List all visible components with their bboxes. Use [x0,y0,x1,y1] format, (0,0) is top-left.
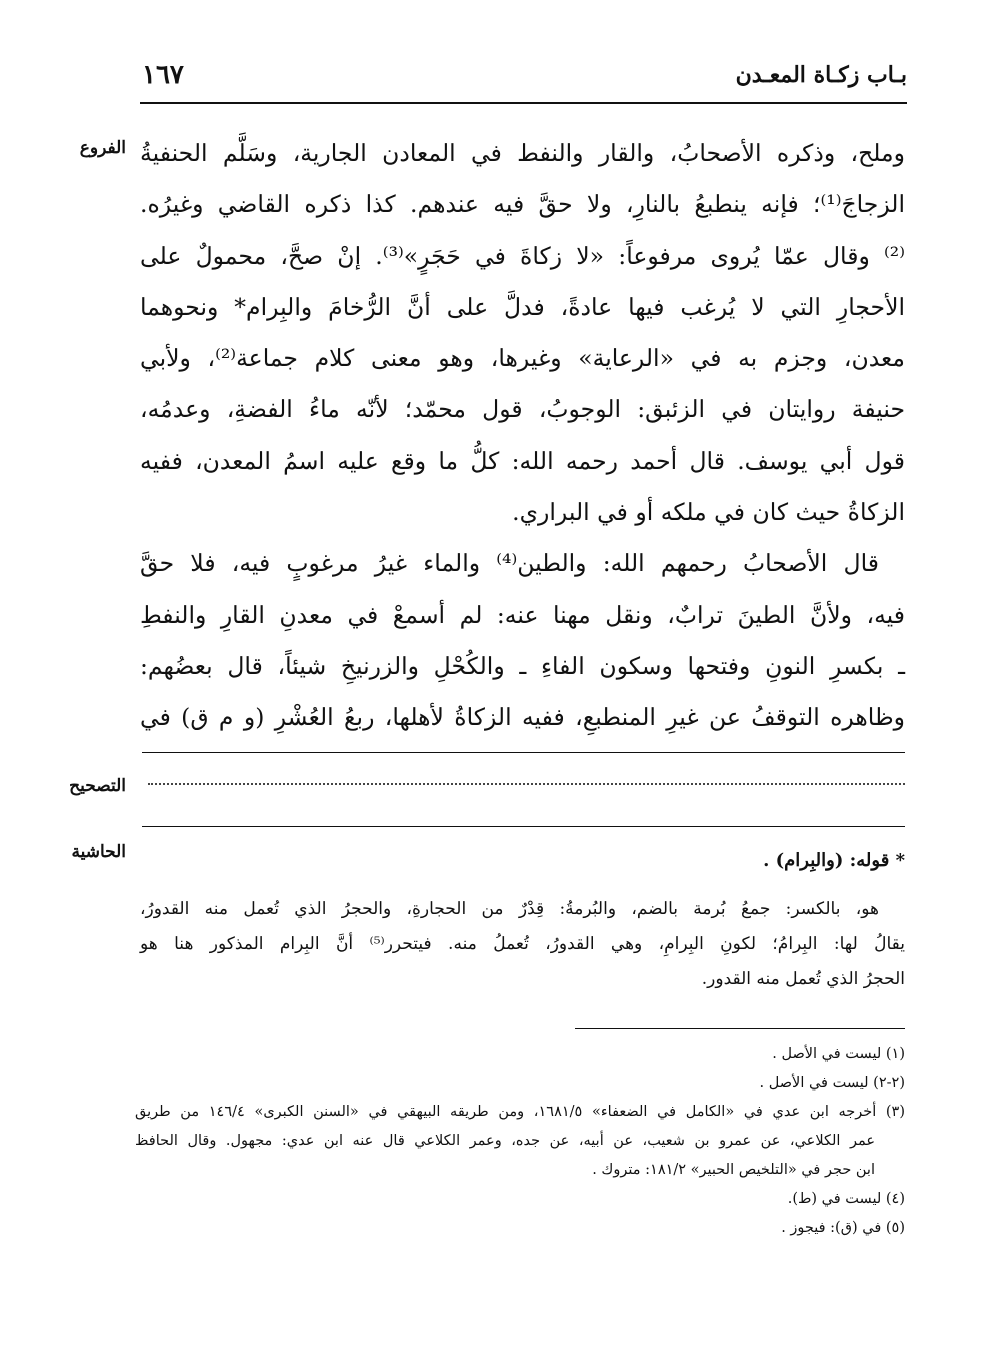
hashiya-line: الحجرُ الذي تُعمل منه القدور. [701,969,905,989]
main-line: الزكاةُ حيث كان في ملكه أو في البراري. [512,498,905,527]
main-line: معدن، وجزم به في «الرعاية» وغيرها، وهو معنى كلام جماعة⁽²⁾، ولأبي [140,344,905,373]
footnotes [135,1040,905,1243]
main-line: قول أبي يوسف. قال أحمد رحمه الله: كلُّ ما وقع عليه اسمُ المعدن، ففيه [140,446,905,475]
section-rule [142,752,905,753]
hashiya-line: هو، بالكسر: جمعُ بُرمة بالضم، والبُرمةُ: قِدْرٌ من الحجارةِ، والحجرُ الذي تُعمل منه القدورُ، [140,899,879,919]
main-line: فيه، ولأنَّ الطينَ ترابٌ، ونقل مهنا عنه: لم أسمعْ في معدنِ القارِ والنفطِ [140,600,905,629]
footnote-rule [575,1028,905,1029]
footnote: (٣) أخرجه ابن عدي في «الكامل في الضعفاء» ١٦٨١/٥، ومن طريقه البيهقي في «السنن الكبرى» ١٤٦/٤ من طريق [135,1104,905,1120]
margin-label-tashih: التصحيح [69,776,126,796]
footnote-continuation: ابن حجر في «التلخيص الحبير» ١٨١/٢: متروك . [592,1162,875,1178]
margin-label-furu: الفروع [79,138,126,158]
main-line: وظاهره التوقفُ عن غيرِ المنطبعِ، ففيه الزكاةُ لأهلها، ربعُ العُشْرِ (و م ق) في [140,703,905,732]
main-text [140,128,905,744]
section-rule [142,826,905,827]
footnote: (٢-٢) ليست في الأصل . [759,1075,905,1091]
main-line: الزجاجَ⁽¹⁾؛ فإنه ينطبعُ بالنارِ، ولا حقَّ فيه عندهم. كذا ذكره القاضي وغيرُه. [140,190,905,219]
main-line: ⁽²⁾ وقال عمّا يُروى مرفوعاً: «لا زكاةَ في حَجَرٍ»⁽³⁾. إنْ صحَّ، محمولٌ على [140,241,905,270]
main-line: حنيفة روايتان في الزئبق: الوجوبُ، قول محمّد؛ لأنّه ماءُ الفضةِ، وعدمُه، [140,395,905,424]
margin-label-hashiya: الحاشية [71,842,126,862]
hashiya-text [140,892,905,997]
main-line: قال الأصحابُ رحمهم الله: والطين⁽⁴⁾ والماء غيرُ مرغوبٍ فيه، فلا حقَّ [140,549,879,578]
header-rule [140,102,907,104]
main-line: ـ بكسرِ النونِ وفتحها وسكون الفاءِ ـ والكُحْلِ والزرنيخِ شيئاً، قال بعضُهم: [140,651,905,680]
footnote: (٥) في (ق): فيجوز . [781,1220,905,1236]
footnote-continuation: عمر الكلاعي، عن عمرو بن شعيب، عن أبيه، عن جده، وعمر الكلاعي قال عنه ابن عدي: مجهول. وقال الحافظ [135,1133,875,1149]
tashih-dotted-line [148,783,905,785]
page-number: ١٦٧ [142,60,184,90]
main-line: الأحجارِ التي لا يُرغب فيها عادةً، فدلَّ على أنَّ الرُّخامَ والبِرام* ونحوهما [140,292,905,321]
footnote: (١) ليست في الأصل . [772,1046,905,1062]
hashiya-heading: * قوله: (والبِرام) . [763,850,905,871]
footnote: (٤) ليست في (ط). [787,1191,905,1207]
hashiya-line: يقالُ لها: البِرامُ؛ لكونِ البِرامِ، وهي القدورُ، تُعملُ منه. فيتحرر⁽⁵⁾ أنَّ البِرام المذكور هنا هو [140,934,906,954]
main-line: وملح، وذكره الأصحابُ، والقار والنفط في المعادن الجارية، وسَلَّم الحنفيةُ [140,139,905,167]
chapter-title: بـاب زكـاة المعـدن [735,62,907,88]
